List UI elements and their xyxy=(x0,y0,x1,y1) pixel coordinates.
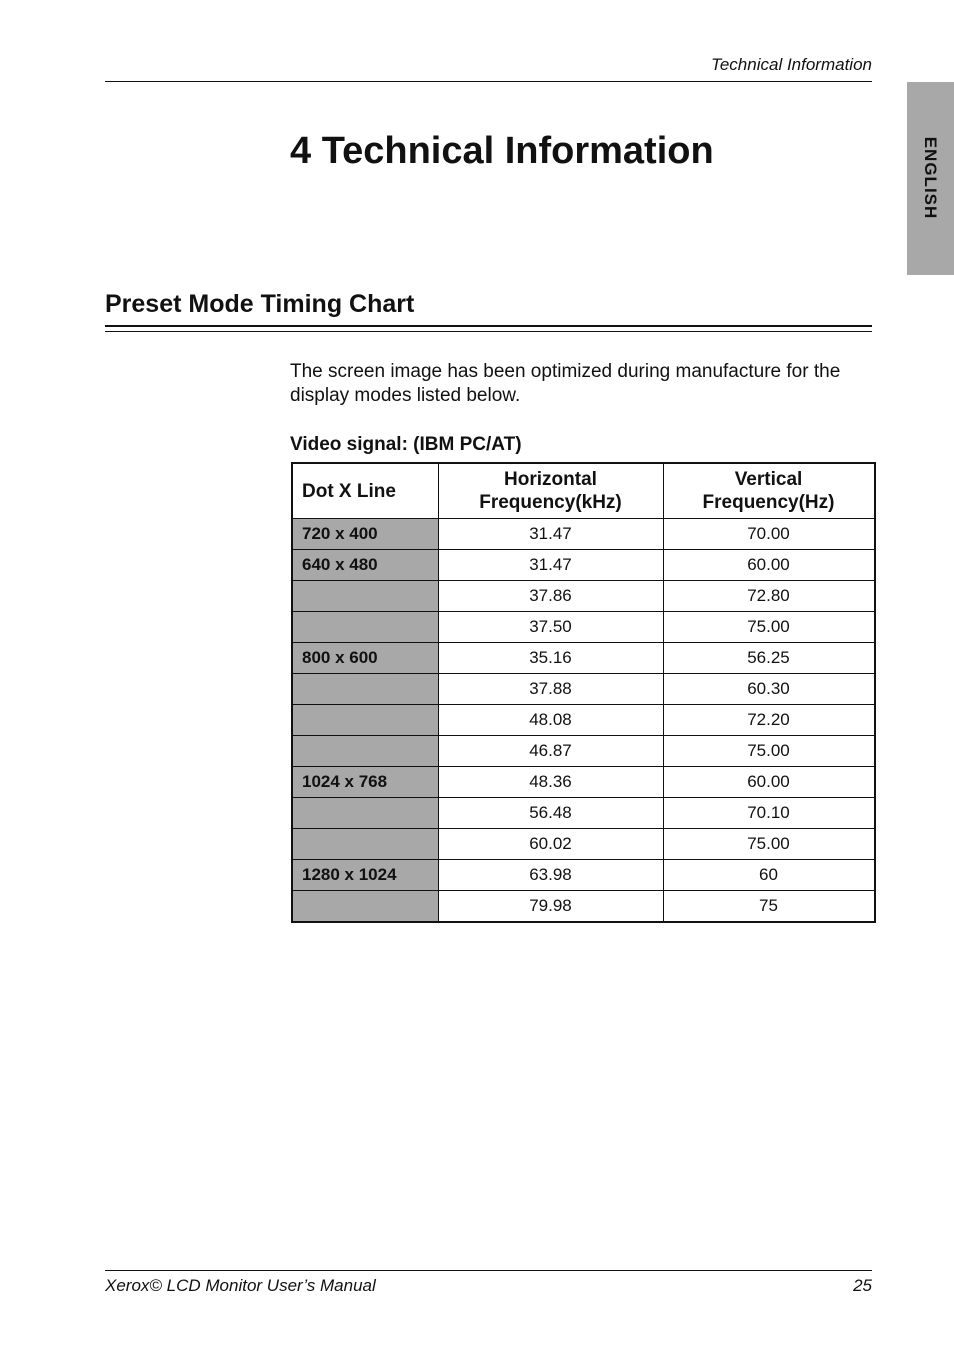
timing-table xyxy=(291,462,876,923)
header-vertical-line1: Vertical xyxy=(734,469,803,490)
v-freq-cell: 56.25 xyxy=(663,643,875,674)
mode-cell xyxy=(292,674,438,705)
h-freq-cell: 60.02 xyxy=(438,829,663,860)
table-row xyxy=(292,550,875,581)
h-freq-cell: 37.86 xyxy=(438,581,663,612)
table-row xyxy=(292,736,875,767)
v-freq-cell: 70.00 xyxy=(663,519,875,550)
mode-cell: 640 x 480 xyxy=(292,550,438,581)
header-rule xyxy=(105,81,872,82)
table-row xyxy=(292,767,875,798)
h-freq-cell: 48.36 xyxy=(438,767,663,798)
h-freq-cell: 31.47 xyxy=(438,519,663,550)
h-freq-cell: 46.87 xyxy=(438,736,663,767)
table-row xyxy=(292,674,875,705)
header-vertical-frequency xyxy=(663,463,875,519)
footer-rule xyxy=(105,1270,872,1271)
v-freq-cell: 75.00 xyxy=(663,736,875,767)
intro-paragraph: The screen image has been optimized during manufacture for the display modes listed below. xyxy=(290,361,841,406)
chapter-title: 4 Technical Information xyxy=(290,130,714,172)
h-freq-cell: 31.47 xyxy=(438,550,663,581)
h-freq-cell: 35.16 xyxy=(438,643,663,674)
mode-cell xyxy=(292,581,438,612)
section-rule-thick xyxy=(105,325,872,327)
table-row xyxy=(292,519,875,550)
mode-cell xyxy=(292,798,438,829)
section-title: Preset Mode Timing Chart xyxy=(105,290,415,318)
h-freq-cell: 48.08 xyxy=(438,705,663,736)
footer-title: Xerox© LCD Monitor User’s Manual xyxy=(105,1276,376,1295)
mode-cell: 800 x 600 xyxy=(292,643,438,674)
v-freq-cell: 72.20 xyxy=(663,705,875,736)
h-freq-cell: 79.98 xyxy=(438,891,663,923)
h-freq-cell: 37.88 xyxy=(438,674,663,705)
header-vertical-line2: Frequency(Hz) xyxy=(702,492,835,513)
v-freq-cell: 60.00 xyxy=(663,767,875,798)
language-tab-label: ENGLISH xyxy=(921,136,940,220)
table-row xyxy=(292,891,875,923)
mode-cell xyxy=(292,705,438,736)
mode-cell xyxy=(292,891,438,923)
mode-cell: 720 x 400 xyxy=(292,519,438,550)
header-dot-x-line: Dot X Line xyxy=(292,463,438,519)
timing-table-body xyxy=(292,519,875,923)
header-horizontal-line1: Horizontal xyxy=(504,469,597,490)
table-row xyxy=(292,612,875,643)
v-freq-cell: 70.10 xyxy=(663,798,875,829)
v-freq-cell: 60.00 xyxy=(663,550,875,581)
h-freq-cell: 63.98 xyxy=(438,860,663,891)
mode-cell xyxy=(292,736,438,767)
table-row xyxy=(292,798,875,829)
h-freq-cell: 56.48 xyxy=(438,798,663,829)
table-row xyxy=(292,860,875,891)
v-freq-cell: 72.80 xyxy=(663,581,875,612)
table-caption: Video signal: (IBM PC/AT) xyxy=(290,434,522,455)
table-row xyxy=(292,705,875,736)
v-freq-cell: 75 xyxy=(663,891,875,923)
table-row xyxy=(292,643,875,674)
mode-cell: 1024 x 768 xyxy=(292,767,438,798)
mode-cell xyxy=(292,612,438,643)
header-row xyxy=(292,463,875,519)
table-row xyxy=(292,829,875,860)
v-freq-cell: 75.00 xyxy=(663,829,875,860)
mode-cell: 1280 x 1024 xyxy=(292,860,438,891)
h-freq-cell: 37.50 xyxy=(438,612,663,643)
mode-cell xyxy=(292,829,438,860)
timing-table-header xyxy=(292,463,875,519)
section-rule-thin xyxy=(105,331,872,332)
page-number: 25 xyxy=(853,1276,872,1295)
running-header: Technical Information xyxy=(711,55,872,74)
v-freq-cell: 75.00 xyxy=(663,612,875,643)
language-tab xyxy=(907,82,954,275)
table-row xyxy=(292,581,875,612)
header-horizontal-frequency xyxy=(438,463,663,519)
v-freq-cell: 60 xyxy=(663,860,875,891)
v-freq-cell: 60.30 xyxy=(663,674,875,705)
header-horizontal-line2: Frequency(kHz) xyxy=(479,492,622,513)
